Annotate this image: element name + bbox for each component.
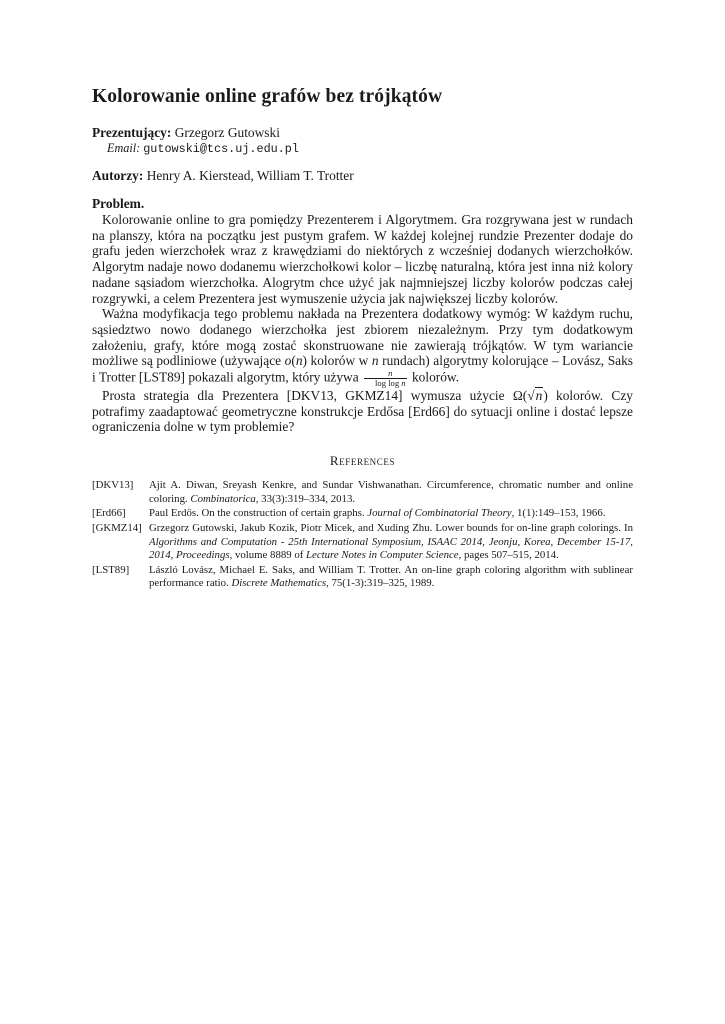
presenter-label: Prezentujący:: [92, 125, 172, 140]
fraction-den-log: log log: [375, 378, 400, 389]
references-heading: References: [329, 453, 396, 469]
reference-text: Grzegorz Gutowski, Jakub Kozik, Piotr Micek, and Xuding Zhu. Lower bounds for on-line graph colorings. In: [149, 522, 633, 535]
reference-item: [92, 522, 633, 562]
sqrt-radicand: n: [535, 388, 543, 404]
p2-n-symbol: n: [371, 353, 379, 369]
reference-key: [DKV13]: [92, 479, 134, 492]
reference-text: Ajit A. Diwan, Sreyash Kenkre, and Sundar Vishwanathan. Circumference, chromatic number and online coloring.: [149, 479, 633, 505]
reference-body: [149, 564, 633, 591]
email-line: [92, 141, 633, 157]
p2-o-symbol: o: [284, 353, 292, 369]
email-label: Email:: [107, 141, 141, 155]
problem-paragraph-3: [92, 388, 633, 435]
reference-details: , pages 507–515, 2014.: [458, 549, 559, 562]
sqrt-symbol: √: [527, 388, 535, 404]
p2-o-arg: n: [295, 353, 303, 369]
p3-text-b: ) kolorów. Czy potrafimy zaadaptować geometryczne konstrukcje Erdősa [Erd66] do sytuacji online i dostać lepsze ograniczenia dolne w tym problemie?: [92, 388, 633, 435]
reference-venue: Combinatorica: [190, 492, 256, 505]
fraction-n-over-loglog-n: [364, 369, 407, 388]
reference-venue: Algorithms and Computation - 25th International Symposium, ISAAC 2014, Jeonju, Korea, December 15-17, 2014, Proceedings: [149, 535, 633, 562]
authors-names: Henry A. Kierstead, William T. Trotter: [146, 168, 354, 183]
reference-text: Paul Erdős. On the construction of certain graphs.: [149, 507, 365, 520]
reference-key: [GKMZ14]: [92, 522, 142, 535]
problem-heading: Problem.: [92, 196, 145, 211]
presenter-line: [92, 125, 633, 141]
p2-text-a: Ważna modyfikacja tego problemu nakłada na Prezentera dodatkowy wymóg: W każdym ruchu, sąsiedztwo nowo dodanego wierzchołka jest zbiorem niezależnym. Przy tym dodatkowym założeniu, grafy, które mogą zostać skonstruowane nie zawierają trójkątów. W tym wariancie możliwe są podliniowe (używające: [92, 306, 633, 369]
fraction-denominator: [364, 379, 407, 388]
reference-item: [92, 564, 633, 591]
reference-body: [149, 522, 633, 562]
reference-venue: Journal of Combinatorial Theory: [367, 507, 512, 520]
problem-paragraph-1: Kolorowanie online to gra pomiędzy Prezenterem i Algorytmem. Gra rozgrywana jest w rundach na planszy, która na początku jest pustym grafem. W każdej kolejnej rundzie Prezenter dodaje do grafu jeden wierzchołek wraz z krawędziami do niektórych z wcześniej dodanych wierzchołków. Algorytm nadaje nowo dodanemu wierzchołkowi kolor – liczbę naturalną, która jest inna niż kolory nadane sąsiadom wierzchołka. Alogrytm chce użyć jak najmniejszej liczby kolorów podczas całej rozgrywki, a celem Prezentera jest wymuszenie użycia jak największej liczby kolorów.: [92, 212, 633, 306]
authors-label: Autorzy:: [92, 168, 144, 183]
references-list: [92, 479, 633, 591]
document-page: [92, 86, 633, 592]
reference-details: , 33(3):319–334, 2013.: [255, 492, 356, 505]
fraction-numerator: n: [364, 369, 407, 379]
email-address: gutowski@tcs.uj.edu.pl: [143, 142, 299, 156]
reference-text: László Lovász, Michael E. Saks, and William T. Trotter. An on-line graph coloring algorithm with sublinear performance ratio.: [149, 564, 633, 590]
presenter-name: Grzegorz Gutowski: [174, 125, 280, 140]
reference-series: Lecture Notes in Computer Science: [306, 549, 459, 562]
authors-line: [92, 168, 633, 184]
sqrt-n: [527, 387, 543, 403]
p3-text-a: Prosta strategia dla Prezentera [DKV13, GKMZ14] wymusza użycie Ω(: [102, 388, 528, 404]
reference-key: [Erd66]: [92, 507, 126, 520]
reference-item: [92, 479, 633, 506]
reference-details: , 75(1-3):319–325, 1989.: [326, 577, 435, 590]
reference-key: [LST89]: [92, 564, 130, 577]
document-title: Kolorowanie online grafów bez trójkątów: [92, 86, 443, 107]
reference-body: [149, 507, 633, 520]
reference-body: [149, 479, 633, 506]
problem-paragraph-2: Ważna modyfikacja tego problemu nakłada na Prezentera dodatkowy wymóg: W każdym ruchu, sąsiedztwo nowo dodanego wierzchołka jest zbiorem niezależnym. Przy tym dodatkowym założeniu, grafy, które mogą zostać skonstruowane nie zawierają trójkątów. W tym wariancie możliwe są podliniowe (używające o(n) kolorów w n rundach) algorytmy kolorujące – Lovász, Saks i Trotter [LST89] pokazali algorytm, który używa $\frac{n}{\text{log log n}}$ kolorów.: [92, 306, 633, 389]
reference-venue: Discrete Mathematics: [231, 577, 327, 590]
p2-text-c: rundach) algorytmy kolorujące – Lovász, Saks i Trotter [LST89] pokazali algorytm, który używa: [92, 353, 633, 385]
reference-item: [92, 507, 633, 520]
reference-details-mid: , volume 8889 of: [229, 549, 304, 562]
fraction-den-n: n: [401, 378, 406, 389]
p2-text-b: kolorów w: [310, 353, 369, 369]
p2-text-d: kolorów.: [411, 369, 460, 385]
reference-details: , 1(1):149–153, 1966.: [511, 507, 606, 520]
